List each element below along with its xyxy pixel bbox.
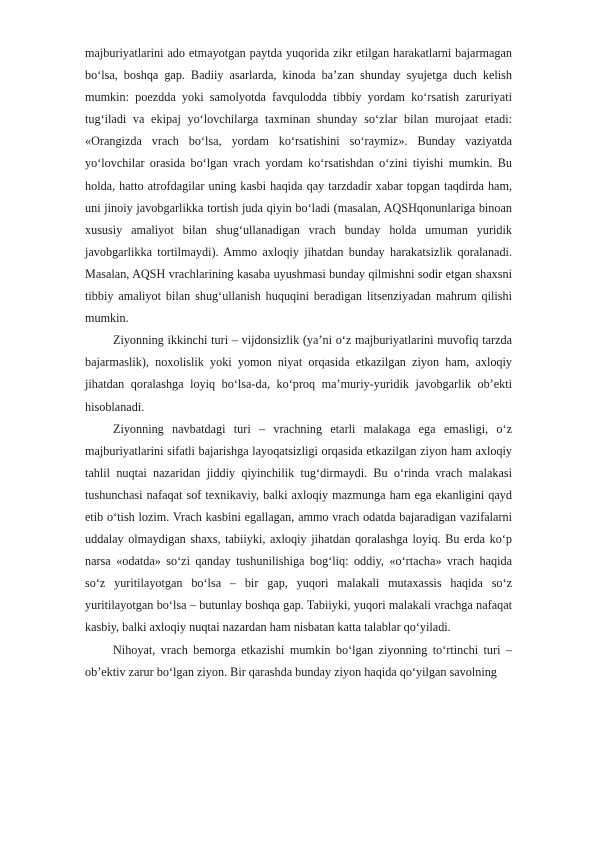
paragraph-3: Ziyonning navbatdagi turi – vrachning etarli malakaga ega emasligi, o‘z majburiyatlarini sifatli bajarishga layoqatsizligi orqasida etkazilgan ziyon ham axloqiy tahlil nuqtai nazaridan jiddiy qiyinchilik tug‘dirmaydi. Bu o‘rinda vrach malakasi tushunchasi nafaqat sof texnikaviy, balki axloqiy mazmunga ham ega ekanligini qayd etib o‘tish lozim. Vrach kasbini egallagan, ammo vrach odatda bajaradigan vazifalarni uddalay olmaydigan shaxs, tabiiyki, axloqiy jihatdan qoralashga loyiq. Bu erda ko‘p narsa «odatda» so‘zi qanday tushunilishiga bog‘liq: oddiy, «o‘rtacha» vrach haqida so‘z yuritilayotgan bo‘lsa – bir gap, yuqori malakali mutaxassis haqida so‘z yuritilayotgan bo‘lsa – butunlay boshqa gap. Tabiiyki, yuqori malakali vrachga nafaqat kasbiy, balki axloqiy nuqtai nazardan ham nisbatan katta talablar qo‘yiladi. [85,421,512,635]
document-page [85,42,512,683]
paragraph-2: Ziyonning ikkinchi turi – vijdonsizlik (ya’ni o‘z majburiyatlarini muvofiq tarzda bajarmaslik), noxolislik yoki yomon niyat orqasida etkazilgan ziyon ham, axloqiy jihatdan qoralashga loyiq bo‘lsa-da, ko‘proq ma’muriy-yuridik javobgarlik ob’ekti hisoblanadi. [85,333,512,414]
paragraph-1: majburiyatlarini ado etmayotgan paytda yuqorida zikr etilgan harakatlarni bajarmagan bo‘lsa, boshqa gap. Badiiy asarlarda, kinoda ba’zan shunday syujetga duch kelish mumkin: poezdda yoki samolyotda favqulodda tibbiy yordam ko‘rsatish zaruriyati tug‘iladi va ekipaj yo‘lovchilarga taxminan shunday so‘zlar bilan murojaat etadi: «Orangizda vrach bo‘lsa, yordam ko‘rsatishini so‘raymiz». Bunday vaziyatda yo‘lovchilar orasida bo‘lgan vrach yordam ko‘rsatishdan o‘zini tiyishi mumkin. Bu holda, hatto atrofdagilar uning kasbi haqida qay tarzdadir xabar topgan taqdirda ham, uni jinoiy javobgarlikka tortish juda qiyin bo‘ladi (masalan, AQSHqonunlariga binoan xususiy amaliyot bilan shug‘ullanadigan vrach bunday holda umuman yuridik javobgarlikka tortilmaydi). Ammo axloqiy jihatdan bunday harakatsizlik qoralanadi. Masalan, AQSH vrachlarining kasaba uyushmasi bunday qilmishni sodir etgan shaxsni tibbiy amaliyot bilan shug‘ullanish huquqini beradigan litsenziyadan mahrum qilishi mumkin. [85,46,512,326]
paragraph-4: Nihoyat, vrach bemorga etkazishi mumkin bo‘lgan ziyonning to‘rtinchi turi – ob’ektiv zarur bo‘lgan ziyon. Bir qarashda bunday ziyon haqida qo‘yilgan savolning [85,642,512,679]
